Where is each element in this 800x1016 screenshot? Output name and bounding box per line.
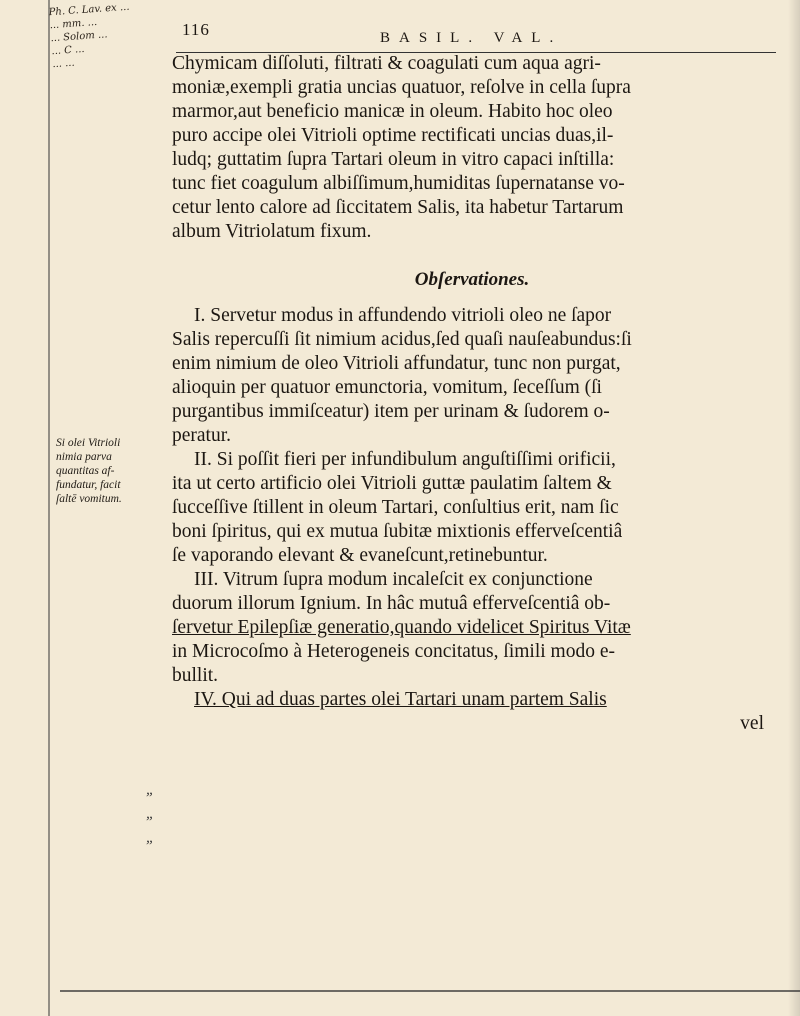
- binding-line: [48, 0, 50, 1016]
- text-line: Chymicam diſſoluti, filtrati & coagulati cum aqua agri-: [172, 53, 601, 74]
- text-line: bullit.: [172, 665, 219, 686]
- text-line: marmor,aut beneficio manicæ in oleum. Habito hoc oleo: [172, 101, 613, 122]
- marginal-note-line: fundatur, facit: [56, 479, 121, 491]
- quotation-marks: [146, 782, 170, 854]
- quote-mark: „: [146, 830, 155, 846]
- marginal-note: [56, 436, 168, 506]
- spacer: [172, 244, 772, 268]
- text-line: Salis repercuſſi ſit nimium acidus,ſed quaſi nauſeabundus:ſi: [172, 329, 632, 350]
- marginal-note-line: quantitas af-: [56, 465, 115, 477]
- text-line: purgantibus immiſceatur) item per urinam & ſudorem o-: [172, 401, 610, 422]
- text-line: I. Servetur modus in affundendo vitrioli oleo ne ſapor: [194, 305, 612, 326]
- section-heading: Obſervationes.: [414, 269, 530, 290]
- text-line: ſucceſſive ſtillent in oleum Tartari, conſultius erit, nam ſic: [172, 497, 619, 518]
- text-line: ludq; guttatim ſupra Tartari oleum in vitro capaci inſtilla:: [172, 149, 615, 170]
- text-line: in Microcoſmo à Heterogeneis concitatus, ſimili modo e-: [172, 641, 615, 662]
- corner-note-line: ... mm. ...: [49, 16, 98, 32]
- bottom-rule: [60, 990, 800, 992]
- page-number: 116: [182, 20, 210, 39]
- text-line: puro accipe olei Vitrioli optime rectificati uncias duas,il-: [172, 125, 614, 146]
- corner-note-line: ... ...: [52, 57, 75, 71]
- text-line: III. Vitrum ſupra modum incaleſcit ex conjunctione: [194, 569, 593, 590]
- text-line: alioquin per quatuor emunctoria, vomitum, ſeceſſum (ſi: [172, 377, 602, 398]
- text-line: duorum illorum Ignium. In hâc mutuâ efferveſcentiâ ob-: [172, 593, 611, 614]
- text-line: moniæ,exempli gratia uncias quatuor, reſolve in cella ſupra: [172, 77, 631, 98]
- text-line: ſervetur Epilepſiæ generatio,quando videlicet Spiritus Vitæ: [172, 617, 631, 638]
- marginal-note-line: ſaltē vomitum.: [56, 493, 122, 505]
- text-line: boni ſpiritus, qui ex mutua ſubitæ mixtionis efferveſcentiâ: [172, 521, 623, 542]
- text-line: IV. Qui ad duas partes olei Tartari unam partem Salis: [194, 689, 607, 710]
- text-line: cetur lento calore ad ſiccitatem Salis, ita habetur Tartarum: [172, 197, 624, 218]
- text-line: peratur.: [172, 425, 232, 446]
- catchword: vel: [740, 713, 764, 734]
- main-text: [172, 52, 772, 736]
- marginal-note-line: nimia parva: [56, 451, 112, 463]
- running-head: BASIL. VAL.: [380, 30, 563, 46]
- text-line: II. Si poſſit fieri per infundibulum anguſtiſſimi orificii,: [194, 449, 616, 470]
- text-line: tunc fiet coagulum albiſſimum,humiditas ſupernatanse vo-: [172, 173, 625, 194]
- marginal-note-line: Si olei Vitrioli: [56, 437, 121, 449]
- corner-note-line: Ph. C. Lav. ex ...: [48, 1, 130, 19]
- corner-note-line: ... Solom ...: [50, 29, 108, 45]
- text-line: album Vitriolatum fixum.: [172, 221, 372, 242]
- text-line: ſe vaporando elevant & evaneſcunt,retinebuntur.: [172, 545, 548, 566]
- spacer: [172, 292, 772, 304]
- text-line: enim nimium de oleo Vitrioli affundatur, tunc non purgat,: [172, 353, 621, 374]
- corner-note-line: ... C ...: [51, 43, 85, 58]
- page-edge-shadow: [788, 0, 800, 1016]
- handwritten-corner-note: [48, 0, 175, 116]
- quote-mark: „: [146, 806, 155, 822]
- quote-mark: „: [146, 782, 155, 798]
- text-line: ita ut certo artificio olei Vitrioli guttæ paulatim ſaltem &: [172, 473, 612, 494]
